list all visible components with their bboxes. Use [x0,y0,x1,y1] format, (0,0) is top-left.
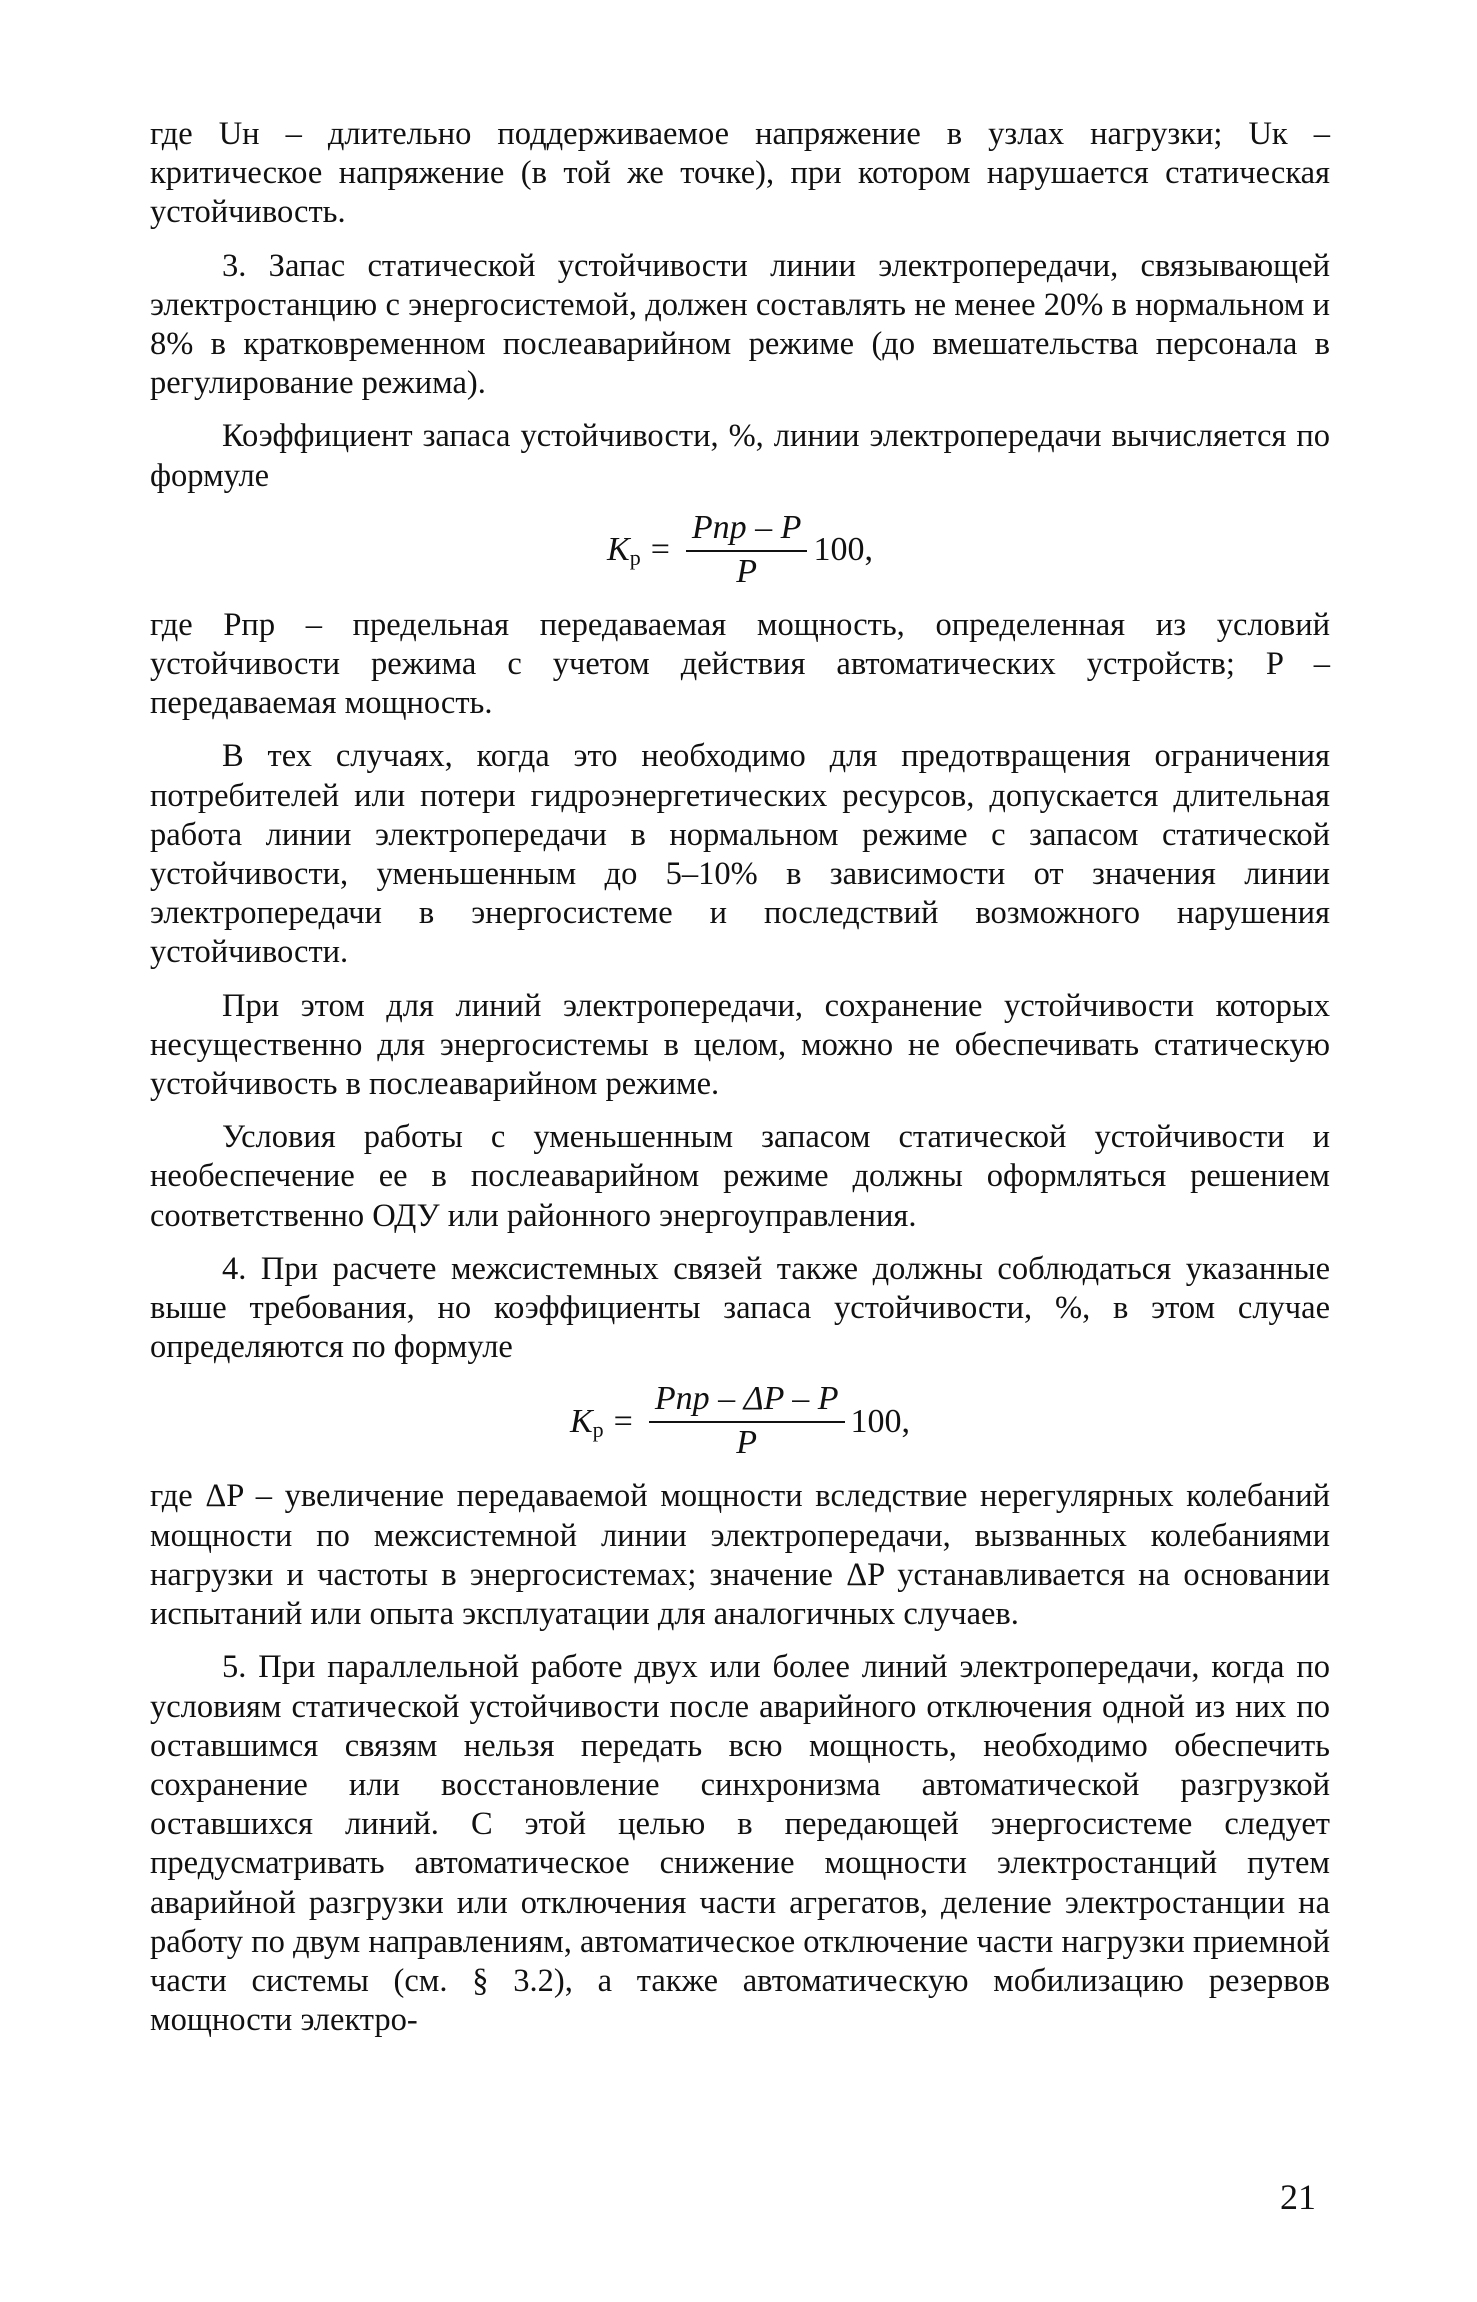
paragraph-1: где Uн – длительно поддерживаемое напряжение в узлах нагрузки; Uк – критическое напряжение (в той же точке), при котором нарушается статическая устойчивость. [150,116,1330,231]
formula-1-lhs: K [607,531,630,569]
paragraph-5: В тех случаях, когда это необходимо для предотвращения ограничения потребителей или потери гидроэнергетических ресурсов, допускается длительная работа линии электропередачи в нормальном режиме с запасом статической устойчивости, уменьшенным до 5–10% в зависимости от значения линии электропередачи в энергосистеме и последствий возможного нарушения устойчивости. [150,738,1330,971]
paragraph-6: При этом для линий электропередачи, сохранение устойчивости которых несущественно для энергосистемы в целом, можно не обеспечивать статическую устойчивость в послеаварийном режиме. [150,987,1330,1103]
formula-1 [150,508,1330,592]
formula-1-fraction [686,508,808,592]
formula-1-tail: 100, [813,531,873,569]
formula-2-lhs-sub: р [592,1416,604,1442]
page-number: 21 [1280,2177,1316,2217]
paragraph-8: 4. При расчете межсистемных связей также должны соблюдаться указанные выше требования, но коэффициенты запаса устойчивости, %, в этом случае определяются по формуле [150,1250,1330,1366]
paragraph-10: 5. При параллельной работе двух или более линий электропередачи, когда по условиям статической устойчивости после аварийного отключения одной из них по оставшимся связям нельзя передать всю мощность, необходимо обеспечить сохранение или восстановление синхронизма автоматической разгрузкой оставшихся линий. С этой целью в передающей энергосистеме следует предусматривать автоматическое снижение мощности электростанций путем аварийной разгрузки или отключения части агрегатов, деление электростанции на работу по двум направлениям, автоматическое отключение части нагрузки приемной части системы (см. § 3.2), а также автоматическую мобилизацию резервов мощности электро- [150,1649,1330,2039]
paragraph-3: Коэффициент запаса устойчивости, %, линии электропередачи вычисляется по формуле [150,418,1330,494]
formula-2-fraction [649,1379,845,1463]
paragraph-9: где ΔP – увеличение передаваемой мощности вследствие нерегулярных колебаний мощности по межсистемной линии электропередачи, вызванных колебаниями нагрузки и частоты в энергосистемах; значение ΔP устанавливается на основании испытаний или опыта эксплуатации для аналогичных случаев. [150,1478,1330,1633]
formula-1-lhs-sub: р [629,545,641,571]
formula-2-numerator: Pпр – ΔP – P [649,1379,845,1423]
document-page [150,115,1330,2040]
paragraph-4: где Pпр – предельная передаваемая мощность, определенная из условий устойчивости режима с учетом действия автоматических устройств; P – передаваемая мощность. [150,606,1330,722]
formula-1-denominator: P [736,552,758,590]
paragraph-7: Условия работы с уменьшенным запасом статической устойчивости и необеспечение ее в послеаварийном режиме должны оформляться решением соответственно ОДУ или районного энергоуправления. [150,1119,1330,1234]
formula-2-lhs: K [569,1402,593,1440]
formula-2-tail: 100, [850,1402,911,1440]
formula-1-equals: = [650,531,670,569]
paragraph-2: 3. Запас статической устойчивости линии электропередачи, связывающей электростанцию с энергосистемой, должен составлять не менее 20% в нормальном и 8% в кратковременном послеаварийном режиме (до вмешательства персонала в регулирование режима). [150,247,1330,402]
formula-1-numerator: Pпр – P [686,508,808,552]
formula-2-equals: = [613,1402,633,1440]
formula-2-denominator: P [736,1424,758,1462]
formula-2 [150,1379,1330,1463]
